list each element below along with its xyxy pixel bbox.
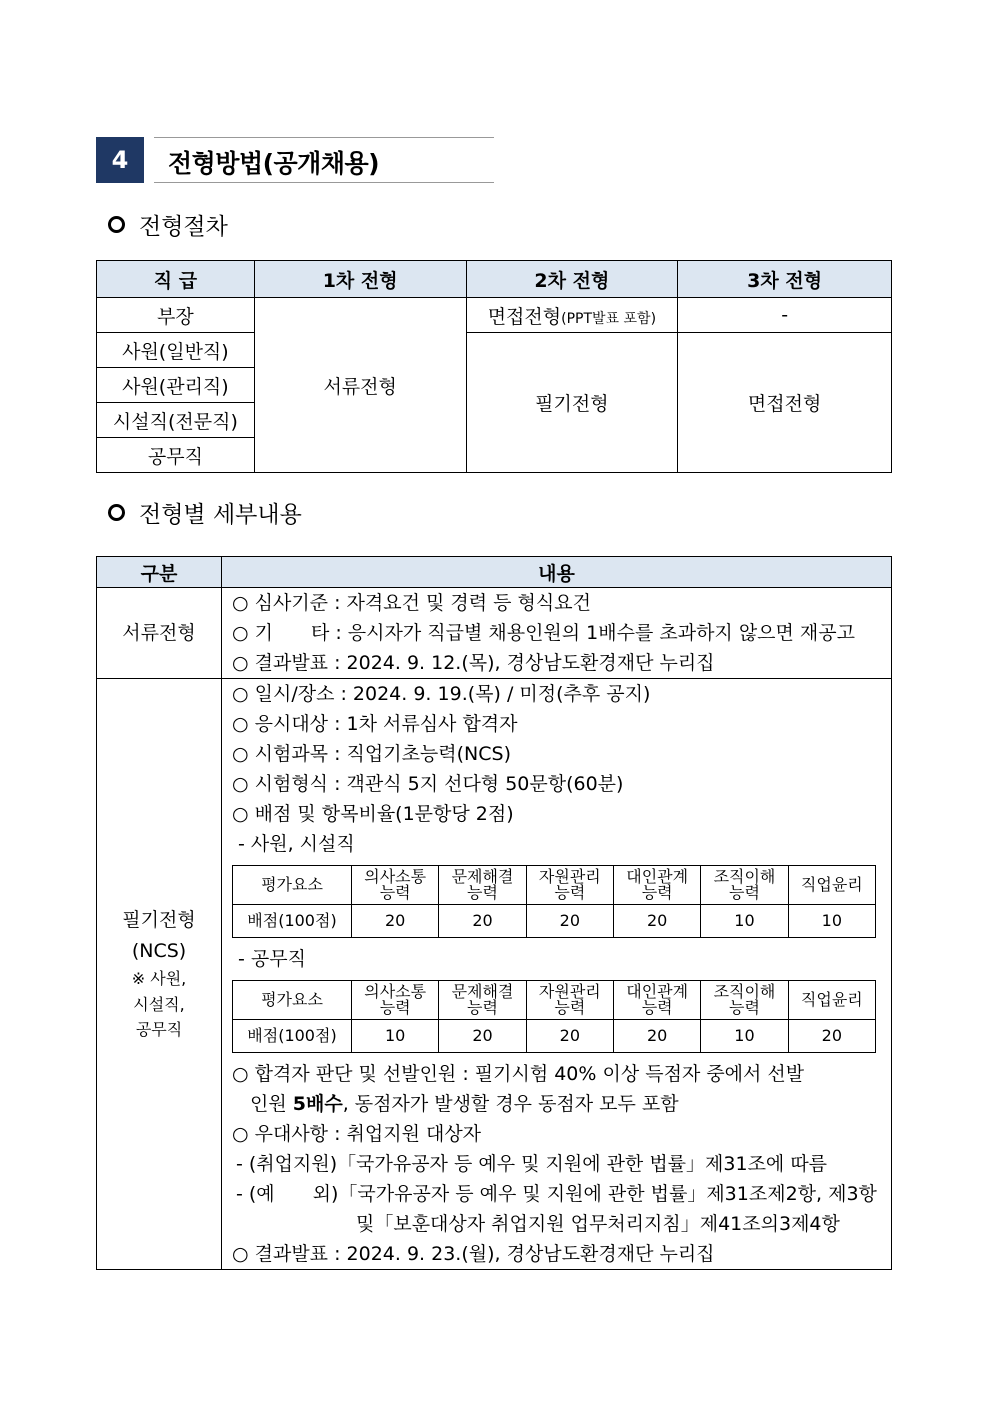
score-header: 문제해결 능력 [439,981,526,1020]
document-line: ○ 심사기준 : 자격요건 및 경력 등 형식요건 [232,592,591,614]
written-line: ○ 응시대상 : 1차 서류심사 합격자 [232,713,518,735]
pref-sub-line: - (취업지원)「국가유공자 등 예우 및 지원에 관한 법률」제31조에 따름 [236,1153,828,1175]
written-line: ○ 일시/장소 : 2024. 9. 19.(목) / 미정(추후 공지) [232,683,651,705]
score-header-first: 평가요소 [233,981,352,1020]
score-table-group1 [232,865,876,938]
written-content [222,679,892,1270]
note-line: ※ 사원, [131,969,187,988]
written-note [97,966,221,1043]
score-header: 조직이해 능력 [701,981,788,1020]
score-cell: 20 [788,1020,875,1053]
score-cell: 20 [526,1020,613,1053]
pass-line: ○ 합격자 판단 및 선발인원 : 필기시험 40% 이상 득점자 중에서 선발 [232,1063,805,1085]
table-row [97,333,892,368]
header-rank: 직 급 [97,261,255,298]
score-header: 자원관리 능력 [526,981,613,1020]
stage2-manager-note: (PPT발표 포함) [561,310,657,327]
group2-label: - 공무직 [238,948,306,970]
document-line: ○ 결과발표 : 2024. 9. 12.(목), 경상남도환경재단 누리집 [232,652,715,674]
score-row-label: 배점(100점) [233,1020,352,1053]
header-stage1: 1차 전형 [254,261,466,298]
score-cell: 10 [701,1020,788,1053]
score-cell: 20 [613,905,700,938]
details-table [96,556,892,1270]
rank-cell: 사원(관리직) [97,368,255,403]
procedure-header-row [97,261,892,298]
score-row-label: 배점(100점) [233,905,352,938]
document-row [97,588,892,679]
score-header-row [233,981,876,1020]
section-title: 전형방법(공개채용) [168,149,380,178]
score-cell: 10 [352,1020,439,1053]
pass-line-2-bold: 5배수 [292,1093,343,1115]
stage2-others-cell: 필기전형 [466,333,678,473]
section-number: 4 [96,137,144,183]
score-header-row [233,866,876,905]
header-content: 내용 [222,557,892,588]
note-line: 공무직 [135,1020,183,1040]
header-category: 구분 [97,557,222,588]
pref-line: ○ 우대사항 : 취업지원 대상자 [232,1123,482,1145]
score-header: 대인관계 능력 [613,866,700,905]
score-table-group2 [232,980,876,1053]
ring-bullet-icon [108,216,125,233]
pass-line-2-post: , 동점자가 발생할 경우 동점자 모두 포함 [342,1093,679,1115]
written-category [97,679,222,1270]
score-value-row [233,905,876,938]
score-header: 대인관계 능력 [613,981,700,1020]
written-row [97,679,892,1270]
procedure-table [96,260,892,473]
score-header: 문제해결 능력 [439,866,526,905]
rank-cell: 부장 [97,298,255,333]
score-header: 자원관리 능력 [526,866,613,905]
score-cell: 10 [788,905,875,938]
header-stage3: 3차 전형 [678,261,892,298]
pass-line-2-pre: 인원 [250,1093,293,1115]
pref-sub-line: - (예 외)「국가유공자 등 예우 및 지원에 관한 법률」제31조제2항, 제3항 [236,1183,877,1205]
written-category-sub: (NCS) [131,939,187,962]
procedure-heading [108,208,228,241]
procedure-heading-text: 전형절차 [139,214,228,240]
score-cell: 20 [352,905,439,938]
score-header: 조직이해 능력 [701,866,788,905]
score-cell: 20 [439,1020,526,1053]
details-heading [108,496,302,529]
score-value-row [233,1020,876,1053]
score-header-first: 평가요소 [233,866,352,905]
score-cell: 20 [613,1020,700,1053]
score-cell: 20 [439,905,526,938]
pref-sub-line: 및「보훈대상자 취업지원 업무처리지침」제41조의3제4항 [356,1213,840,1235]
stage1-cell: 서류전형 [254,298,466,473]
section-header [96,137,494,183]
stage3-manager-cell: - [678,298,892,333]
details-heading-text: 전형별 세부내용 [139,502,302,528]
written-category-title: 필기전형 [122,909,196,932]
written-line: ○ 시험과목 : 직업기초능력(NCS) [232,743,512,765]
pass-line-2 [222,1089,891,1119]
ring-bullet-icon [108,504,125,521]
score-header: 의사소통 능력 [352,981,439,1020]
details-header-row [97,557,892,588]
group1-label: - 사원, 시설직 [238,833,355,855]
table-row [97,298,892,333]
score-cell: 10 [701,905,788,938]
document-category: 서류전형 [97,588,222,679]
written-line: ○ 시험형식 : 객관식 5지 선다형 50문항(60분) [232,773,624,795]
score-header: 의사소통 능력 [352,866,439,905]
stage2-manager-main: 면접전형 [487,305,562,328]
section-title-box [154,137,494,183]
result-line: ○ 결과발표 : 2024. 9. 23.(월), 경상남도환경재단 누리집 [232,1243,715,1265]
rank-cell: 시설직(전문직) [97,403,255,438]
document-content [222,588,892,679]
rank-cell: 공무직 [97,438,255,473]
document-line: ○ 기 타 : 응시자가 직급별 채용인원의 1배수를 초과하지 않으면 재공고 [232,622,855,644]
written-line: ○ 배점 및 항목비율(1문항당 2점) [232,803,514,825]
stage3-others-cell: 면접전형 [678,333,892,473]
score-header: 직업윤리 [788,866,875,905]
note-line: 시설직, [133,994,185,1014]
header-stage2: 2차 전형 [466,261,678,298]
score-header: 직업윤리 [788,981,875,1020]
rank-cell: 사원(일반직) [97,333,255,368]
stage2-manager-cell [466,298,678,333]
score-cell: 20 [526,905,613,938]
